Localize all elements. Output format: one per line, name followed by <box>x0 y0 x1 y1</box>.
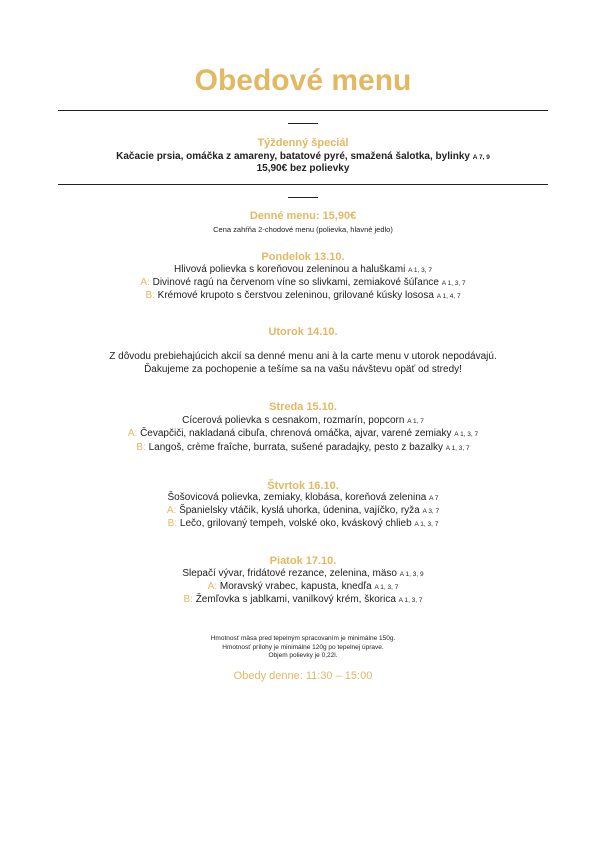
meal-text: Lečo, grilovaný tempeh, volské oko, kváskový chlieb <box>179 518 412 529</box>
day-heading: Utorok 14.10. <box>268 326 338 338</box>
meal-a <box>0 277 606 290</box>
daily-subtitle: Cena zahŕňa 2-chodové menu (polievka, hlavné jedlo) <box>213 225 393 234</box>
meal-b <box>0 290 606 303</box>
meal-a <box>0 581 606 594</box>
day-heading: Pondelok 13.10. <box>261 251 345 263</box>
short-divider <box>288 123 318 124</box>
day-heading: Streda 15.10. <box>269 401 337 413</box>
soup <box>0 492 606 505</box>
meal-text: Žemľovka s jablkami, vanilkový krém, škorica <box>195 594 396 605</box>
option-label: B: <box>183 594 193 605</box>
option-label: B: <box>145 290 155 301</box>
soup-text: Hlivová polievka s koreňovou zeleninou a haluškami <box>174 264 406 275</box>
allergens: A 3, 7 <box>422 508 440 515</box>
meal-text: Čevapčiči, nakladaná cibuľa, chrenová omáčka, ajvar, varené zemiaky <box>140 428 452 439</box>
soup-text: Slepačí vývar, fridátové rezance, zelenina, mäso <box>182 568 397 579</box>
note: Objem polievky je 0,22l. <box>268 652 338 659</box>
special-dish-text: Kačacie prsia, omáčka z amareny, batatové pyré, smažená šalotka, bylinky <box>116 151 470 162</box>
option-label: A: <box>140 277 150 288</box>
meal-a <box>0 428 606 441</box>
soup <box>0 568 606 581</box>
closure-notice: Ďakujeme za pochopenie a tešíme sa na vašu návštevu opäť od stredy! <box>144 364 462 375</box>
option-label: A: <box>166 505 177 516</box>
meal-text: Moravský vrabec, kapusta, knedľa <box>219 581 372 592</box>
allergens: A 1, 3, 7 <box>408 267 432 274</box>
meal-b <box>0 594 606 607</box>
soup-text: Cícerová polievka s cesnakom, rozmarín, popcorn <box>182 415 405 426</box>
allergens: A 7 <box>429 495 439 502</box>
allergens: A 1, 3, 9 <box>399 571 424 578</box>
allergens: A 1, 4, 7 <box>436 293 461 300</box>
option-label: B: <box>167 518 178 529</box>
allergens: A 1, 3, 7 <box>414 521 439 528</box>
option-label: A: <box>127 428 138 439</box>
page-title: Obedové menu <box>194 64 412 97</box>
note: Hmotnosť prílohy je minimálne 120g po tepelnej úprave. <box>222 643 384 651</box>
meal-text: Langoš, crème fraîche, burrata, sušené paradajky, pesto z bazalky <box>148 442 443 453</box>
closure-notice: Z dôvodu prebiehajúcich akcií sa denné menu ani à la carte menu v utorok nepodávajú. <box>109 351 497 362</box>
meal-b <box>0 518 606 531</box>
soup-text: Šošovicová polievka, zemiaky, klobása, koreňová zelenina <box>167 492 427 503</box>
allergens: A 1, 3, 7 <box>374 584 399 591</box>
day-heading: Piatok 17.10. <box>269 555 337 567</box>
divider <box>58 110 548 111</box>
special-heading: Týždenný špeciál <box>257 137 349 149</box>
option-label: B: <box>136 442 146 453</box>
allergens: A 1, 3, 7 <box>445 445 470 452</box>
daily-heading: Denné menu: 15,90€ <box>249 210 357 222</box>
allergens: A 1, 3, 7 <box>441 280 466 287</box>
meal-text: Divinové ragú na červenom víne so slivkami, zemiakové šúľance <box>152 277 439 288</box>
meal-text: Krémové krupoto s čerstvou zeleninou, grilované kúsky lososa <box>157 290 434 301</box>
note: Hmotnosť mäsa pred tepelným spracovaním je minimálne 150g. <box>210 635 396 642</box>
meal-b <box>0 442 606 455</box>
meal-text: Španielsky vtáčik, kyslá uhorka, údenina, vajíčko, ryža <box>179 505 420 516</box>
opening-hours: Obedy denne: 11:30 – 15:00 <box>233 670 373 682</box>
special-price: 15,90€ bez polievky <box>256 163 350 174</box>
short-divider <box>288 197 318 198</box>
soup <box>0 415 606 428</box>
meal-a <box>0 505 606 518</box>
divider <box>58 184 548 185</box>
soup <box>0 264 606 277</box>
allergens: A 1, 3, 7 <box>454 431 479 438</box>
allergens: A 1, 7 <box>407 418 424 425</box>
day-heading: Štvrtok 16.10. <box>267 480 339 492</box>
allergens: A 7, 9 <box>472 154 490 161</box>
allergens: A 1, 3, 7 <box>398 597 423 604</box>
option-label: A: <box>207 581 218 592</box>
